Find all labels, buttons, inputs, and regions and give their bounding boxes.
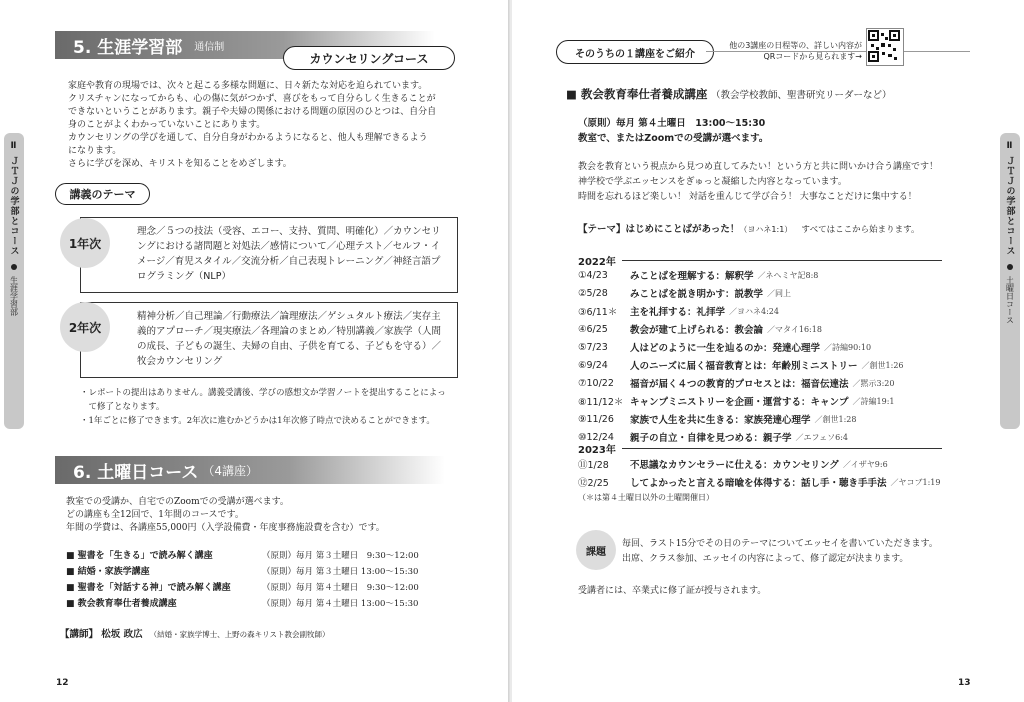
note-line: て修了となります。 — [80, 402, 165, 412]
side-tab-title: Ⅱ ＪＴＪの学部とコース — [8, 141, 19, 257]
section5-title: 5. 生涯学習部 — [73, 37, 183, 58]
lecturer — [60, 626, 330, 640]
notes — [80, 386, 480, 428]
course-row — [66, 580, 419, 596]
session-row — [578, 338, 904, 356]
closing-text: 受講者には、卒業式に修了証が授与されます。 — [578, 586, 767, 596]
session-date: ③6/11＊ — [578, 307, 618, 318]
section6-header — [55, 456, 445, 484]
schedule-line: 教室で、またはZoomでの受講が選べます。 — [578, 133, 769, 144]
session-topic: 福音が届く４つの教育的プロセスとは：福音伝達法 — [630, 379, 849, 390]
year2-box — [80, 302, 458, 378]
session-ref: ／黙示3:20 — [852, 378, 895, 388]
course-row — [66, 596, 419, 612]
course-name: ■ 教会教育奉仕者養成講座 — [66, 599, 177, 609]
lecturer-name: 【講師】 松坂 政広 — [60, 629, 143, 640]
session-row — [578, 392, 904, 410]
course-time: （原則）毎月 第４土曜日 9:30～12:00 — [262, 583, 419, 593]
session-date: ⑦10/22 — [578, 377, 614, 389]
session-topic: みことばを説き明かす：説教学 — [630, 289, 764, 300]
bullet-dot-icon — [11, 264, 17, 270]
section6-sub: （4講座） — [202, 463, 258, 478]
theme-line — [578, 221, 919, 235]
side-tab-title: Ⅱ ＪＴＪの学部とコース — [1004, 141, 1015, 257]
session-topic: 教会が建て上げられる：教会論 — [630, 325, 764, 336]
course-time: （原則）毎月 第３土曜日 13:00～15:30 — [262, 567, 419, 577]
intro-line: になります。 — [68, 146, 122, 156]
right-side-tab — [1000, 133, 1020, 429]
left-side-tab — [4, 133, 24, 429]
intro-line: できないということがあります。親子や夫婦の関係における問題の原因のひとつは、自分自 — [68, 107, 437, 117]
year-2023-label: 2023年 — [578, 445, 616, 456]
session-row — [578, 410, 904, 428]
session-topic: みことばを理解する：解釈学 — [630, 271, 754, 282]
course-name: ■ 聖書を「対話する神」で読み解く講座 — [66, 583, 231, 593]
session-row — [578, 374, 904, 392]
task-line: 出席、クラス参加、エッセイの内容によって、修了認定が決まります。 — [622, 554, 909, 564]
session-ref: ／マタイ16:18 — [767, 324, 822, 334]
session-topic: 人のニーズに届く福音教育とは：年齢別ミニストリー — [630, 361, 858, 372]
session-ref: ／ネヘミヤ記8:8 — [757, 270, 819, 280]
session-ref: ／同上 — [767, 288, 792, 298]
qr-caption-line: 他の3講座の日程等の、詳しい内容が — [729, 41, 862, 50]
session-topic: 不思議なカウンセラーに仕える：カウンセリング — [630, 460, 839, 471]
task-badge: 課題 — [576, 530, 616, 570]
note-line: ・1年ごとに修了できます。2年次に進むかどうかは1年次修了時点で決めることができます。 — [80, 416, 435, 426]
task-line: 毎回、ラスト15分でその日のテーマについてエッセイを書いていただきます。 — [622, 539, 938, 549]
session-topic: してよかったと言える暗喩を体得する：話し手・聴き手手法 — [630, 478, 887, 489]
schedule-2022 — [578, 266, 904, 446]
intro-paragraph — [68, 80, 468, 171]
year-2022-label: 2022年 — [578, 257, 616, 268]
session-date: ⑩12/24 — [578, 431, 614, 443]
qr-caption-line: QRコードから見られます→ — [763, 52, 862, 61]
bullet-dot-icon — [1007, 264, 1013, 270]
section5-sub: 通信制 — [194, 41, 225, 53]
session-date: ④6/25 — [578, 323, 608, 335]
intro-line: 身のことがよくわかっていないことにあります。 — [68, 120, 266, 130]
session-date: ⑨11/26 — [578, 413, 614, 425]
task-text — [622, 537, 982, 567]
sat-intro-line: 教室での受講か、自宅でのZoomでの受講が選べます。 — [66, 497, 289, 507]
session-topic: 人はどのように一生を辿るのか：発達心理学 — [630, 343, 821, 354]
year1-text: 理念／５つの技法（受容、エコー、支持、質問、明確化）／カウンセリングにおける諸問題と対処法／感情について／心理テスト／セルフ・イメージ／育児スタイル／交流分析／自己表現トレーニング／神経言語プログラミング（NLP） — [137, 226, 441, 282]
session-row — [578, 356, 904, 374]
session-topic: キャンプミニストリーを企画・運営する：キャンプ — [630, 397, 849, 408]
session-topic: 親子の自立・自律を見つめる：親子学 — [630, 433, 792, 444]
course-target: （教会学校教師、聖書研究リーダーなど） — [711, 90, 892, 101]
session-date: ⑪1/28 — [578, 460, 609, 471]
session-topic: 主を礼拝する：礼拝学 — [630, 307, 726, 318]
sat-intro-line: どの講座も全12回で、1年間のコースです。 — [66, 510, 244, 520]
session-date: ⑫2/25 — [578, 478, 609, 489]
side-tab-sub: 土曜日コース — [1005, 276, 1015, 325]
left-page — [0, 0, 510, 702]
session-date: ⑤7/23 — [578, 341, 608, 353]
session-topic: 家族で人生を共に生きる：家族発達心理学 — [630, 415, 811, 426]
course-list — [66, 548, 419, 612]
session-date: ⑧11/12＊ — [578, 397, 624, 408]
desc-line: 時間を忘れるほど楽しい！ 対話を重んじて学び合う！ 大事なことだけに集中する！ — [578, 192, 917, 202]
schedule-footnote: （＊は第４土曜日以外の土曜開催日） — [578, 493, 714, 502]
theme-text: 【テーマ】はじめにことばがあった！ — [578, 224, 740, 235]
session-row — [578, 455, 940, 473]
session-row — [578, 473, 940, 491]
session-row — [578, 320, 904, 338]
course-name: ■ 聖書を「生きる」で読み解く講座 — [66, 551, 213, 561]
page-number-left: 12 — [56, 678, 69, 688]
session-ref: ／詩編19:1 — [852, 396, 895, 406]
divider — [622, 260, 942, 262]
schedule-2023 — [578, 455, 940, 491]
saturday-intro — [66, 496, 466, 535]
year2-text: 精神分析／自己理論／行動療法／論理療法／ゲシュタルト療法／実存主義的アプローチ／現実療法／各理論のまとめ／特別講義／家族学（人間の成長、子どもの誕生、夫婦の自由、子供を育てる、子どもを守る）／牧会カウンセリング — [137, 311, 442, 367]
theme-label-pill: 講義のテーマ — [55, 183, 150, 205]
intro-line: さらに学びを深め、キリストを知ることをめざします。 — [68, 159, 292, 169]
year1-badge: 1年次 — [60, 218, 110, 268]
intro-line: クリスチャンになってからも、心の傷に気がつかず、喜びをもって自分らしく生きることが — [68, 94, 436, 104]
year1-box — [80, 217, 458, 293]
course-description — [578, 160, 978, 205]
session-row — [578, 284, 904, 302]
section6-title: 6. 土曜日コース — [73, 462, 199, 483]
qr-code-icon[interactable] — [868, 30, 900, 62]
session-ref: ／ヤコブ1:19 — [890, 477, 941, 487]
course-title-row — [566, 86, 892, 102]
theme-ref: （ヨハネ1:1） — [739, 225, 793, 234]
session-ref: ／ヨハネ4:24 — [729, 306, 779, 316]
note-line: ・レポートの提出はありません。講義受講後、学びの感想文か学習ノートを提出することによっ — [80, 388, 446, 398]
intro-line: カウンセリングの学びを通して、自分自身がわかるようになると、他人も理解できるよう — [68, 133, 428, 143]
year2-badge: 2年次 — [60, 302, 110, 352]
side-tab-sub: 生涯学習部 — [9, 276, 19, 317]
intro-line: 家庭や教育の現場では、次々と起こる多様な問題に、日々新たな対応を迫られています。 — [68, 81, 428, 91]
qr-caption — [720, 40, 862, 62]
lecturer-detail: （結婚・家族学博士、上野の森キリスト教会副牧師） — [149, 630, 330, 639]
sat-intro-line: 年間の学費は、各講座55,000円（入学設備費・年度事務施設費を含む）です。 — [66, 523, 385, 533]
desc-line: 神学校で学ぶエッセンスをぎゅっと凝縮した内容となっています。 — [578, 177, 847, 187]
session-ref: ／詩編90:10 — [824, 342, 872, 352]
course-time: （原則）毎月 第４土曜日 13:00～15:30 — [262, 599, 419, 609]
session-row — [578, 266, 904, 284]
session-date: ②5/28 — [578, 287, 608, 299]
counseling-course-pill: カウンセリングコース — [283, 46, 455, 70]
session-ref: ／エフェソ6:4 — [795, 432, 848, 442]
session-date: ⑥9/24 — [578, 359, 608, 371]
schedule-line: （原則）毎月 第４土曜日 13:00～15:30 — [578, 118, 766, 129]
session-ref: ／イザヤ9:6 — [842, 459, 888, 469]
course-schedule — [578, 116, 768, 146]
page-number-right: 13 — [958, 678, 971, 688]
intro-pill: そのうちの１講座をご紹介 — [556, 40, 714, 64]
divider — [622, 448, 942, 450]
course-time: （原則）毎月 第３土曜日 9:30～12:00 — [262, 551, 419, 561]
course-title: ■ 教会教育奉仕者養成講座 — [566, 87, 708, 101]
desc-line: 教会を教育という視点から見つめ直してみたい！という方と共に問いかけ合う講座です！ — [578, 162, 939, 172]
session-row — [578, 302, 904, 320]
course-name: ■ 結婚・家族学講座 — [66, 567, 150, 577]
theme-tail: すべてはここから始まります。 — [801, 225, 920, 235]
session-date: ①4/23 — [578, 269, 608, 281]
course-row — [66, 564, 419, 580]
year-2023-header — [578, 441, 942, 456]
course-row — [66, 548, 419, 564]
session-ref: ／創世1:26 — [861, 360, 904, 370]
session-ref: ／創世1:28 — [814, 414, 857, 424]
